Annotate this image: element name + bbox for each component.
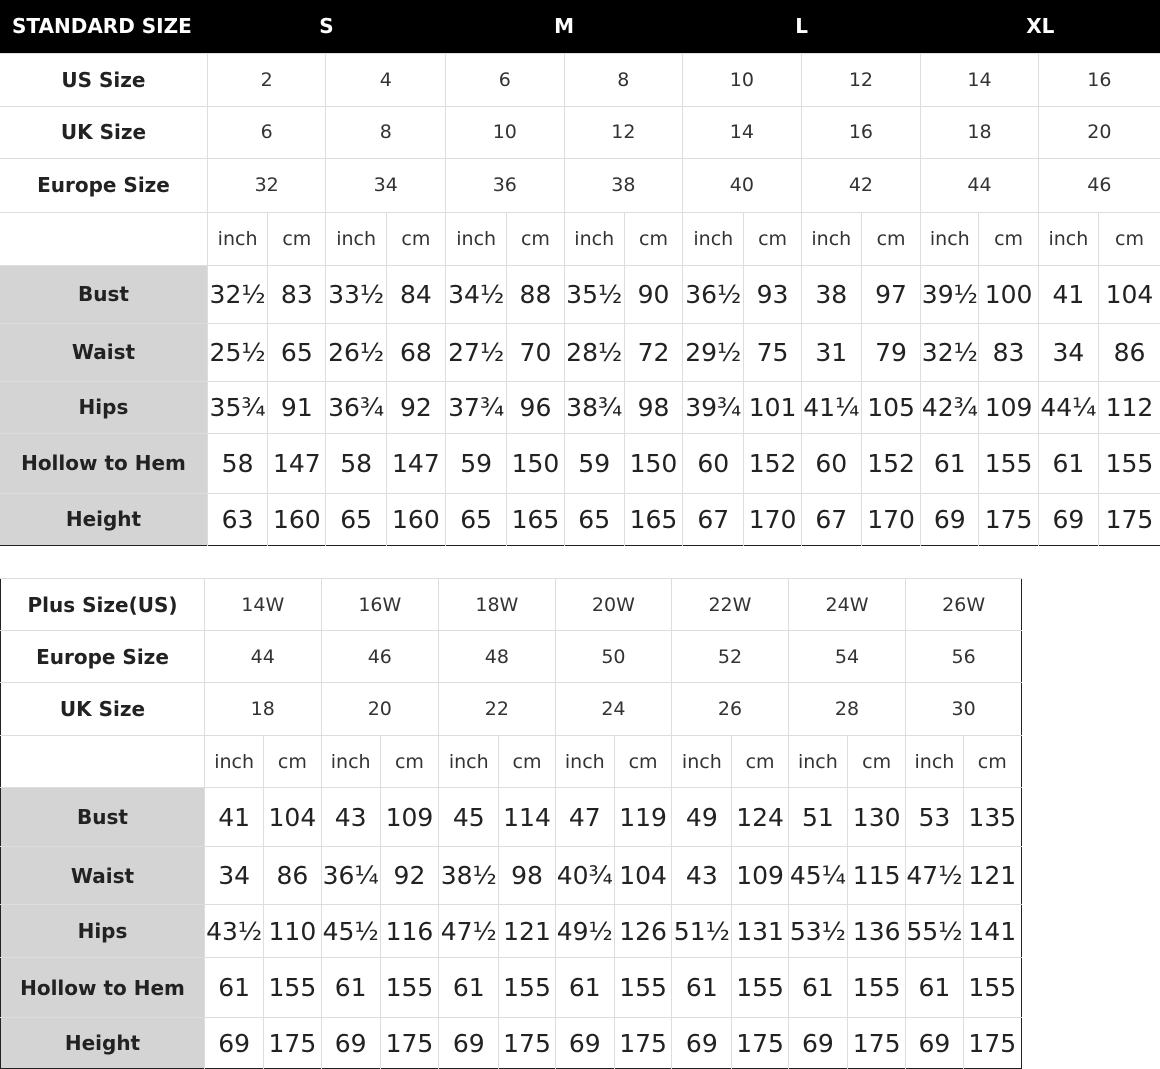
measurement-value: 105 [861, 381, 920, 433]
measurement-value: 61 [1038, 433, 1098, 493]
measurement-value: 109 [979, 381, 1038, 433]
size-group-m: M [446, 0, 683, 53]
measurement-value: 69 [906, 1018, 963, 1069]
size-cell: 42 [801, 158, 921, 212]
measurement-row [0, 323, 1160, 381]
measurement-value: 72 [624, 323, 682, 381]
measurement-label: Waist [0, 323, 207, 381]
unit-inch: inch [321, 736, 380, 788]
measurement-value: 36¾ [326, 381, 386, 433]
size-cell: 52 [672, 631, 789, 683]
unit-inch: inch [683, 212, 744, 265]
row-label: Europe Size [0, 158, 207, 212]
size-group-l: L [683, 0, 921, 53]
measurement-value: 135 [963, 788, 1021, 847]
size-cell: 18 [921, 106, 1039, 158]
measurement-value: 29½ [683, 323, 744, 381]
measurement-value: 27½ [446, 323, 507, 381]
measurement-value: 32½ [207, 265, 267, 323]
measurement-value: 61 [921, 433, 979, 493]
size-row [1, 579, 1022, 631]
measurement-label: Waist [1, 847, 205, 905]
unit-inch: inch [207, 212, 267, 265]
measurement-value: 32½ [921, 323, 979, 381]
size-cell: 14 [921, 53, 1039, 106]
measurement-label: Bust [0, 265, 207, 323]
measurement-value: 101 [744, 381, 801, 433]
size-cell: 8 [326, 106, 446, 158]
measurement-value: 35¾ [207, 381, 267, 433]
measurement-value: 61 [321, 958, 380, 1018]
measurement-value: 175 [848, 1018, 906, 1069]
measurement-value: 36½ [683, 265, 744, 323]
measurement-value: 38 [801, 265, 861, 323]
measurement-value: 119 [614, 788, 671, 847]
measurement-value: 34 [204, 847, 263, 905]
size-row [1, 683, 1022, 736]
measurement-value: 115 [848, 847, 906, 905]
measurement-value: 109 [732, 847, 788, 905]
unit-cm: cm [499, 736, 555, 788]
size-cell: 6 [446, 53, 565, 106]
measurement-value: 43 [672, 847, 732, 905]
size-cell: 44 [921, 158, 1039, 212]
measurement-value: 175 [614, 1018, 671, 1069]
row-label: UK Size [0, 106, 207, 158]
measurement-label: Hips [0, 381, 207, 433]
measurement-value: 37¾ [446, 381, 507, 433]
measurement-value: 165 [507, 493, 564, 545]
measurement-value: 147 [386, 433, 445, 493]
unit-inch: inch [564, 212, 624, 265]
size-cell: 4 [326, 53, 446, 106]
measurement-value: 83 [979, 323, 1038, 381]
measurement-value: 155 [979, 433, 1038, 493]
measurement-value: 59 [446, 433, 507, 493]
measurement-value: 65 [268, 323, 326, 381]
measurement-value: 165 [624, 493, 682, 545]
size-cell: 36 [446, 158, 565, 212]
measurement-value: 150 [507, 433, 564, 493]
measurement-value: 38¾ [564, 381, 624, 433]
measurement-value: 104 [1098, 265, 1160, 323]
measurement-row [1, 905, 1022, 958]
size-cell: 10 [683, 53, 802, 106]
size-cell: 28 [788, 683, 906, 736]
unit-cm: cm [264, 736, 321, 788]
measurement-value: 51 [788, 788, 847, 847]
measurement-value: 25½ [207, 323, 267, 381]
size-cell: 26 [672, 683, 789, 736]
measurement-value: 58 [326, 433, 386, 493]
measurement-value: 88 [507, 265, 564, 323]
measurement-value: 150 [624, 433, 682, 493]
measurement-value: 43 [321, 788, 380, 847]
measurement-row [0, 381, 1160, 433]
measurement-value: 152 [744, 433, 801, 493]
measurement-value: 69 [1038, 493, 1098, 545]
measurement-value: 45½ [321, 905, 380, 958]
measurement-value: 58 [207, 433, 267, 493]
size-cell: 26W [906, 579, 1022, 631]
measurement-value: 155 [499, 958, 555, 1018]
measurement-value: 49½ [555, 905, 614, 958]
measurement-value: 155 [614, 958, 671, 1018]
measurement-value: 98 [624, 381, 682, 433]
unit-inch: inch [788, 736, 847, 788]
size-cell: 16W [321, 579, 439, 631]
measurement-label: Hollow to Hem [0, 433, 207, 493]
measurement-value: 43½ [204, 905, 263, 958]
size-cell: 50 [555, 631, 672, 683]
measurement-value: 155 [380, 958, 438, 1018]
measurement-value: 59 [564, 433, 624, 493]
measurement-value: 51½ [672, 905, 732, 958]
measurement-value: 69 [204, 1018, 263, 1069]
measurement-value: 155 [1098, 433, 1160, 493]
measurement-value: 114 [499, 788, 555, 847]
measurement-value: 68 [386, 323, 445, 381]
measurement-value: 65 [446, 493, 507, 545]
measurement-value: 112 [1098, 381, 1160, 433]
measurement-value: 155 [848, 958, 906, 1018]
measurement-value: 79 [861, 323, 920, 381]
unit-inch: inch [906, 736, 963, 788]
unit-inch: inch [446, 212, 507, 265]
measurement-value: 160 [268, 493, 326, 545]
measurement-value: 96 [507, 381, 564, 433]
measurement-value: 60 [683, 433, 744, 493]
measurement-value: 61 [788, 958, 847, 1018]
measurement-row [1, 958, 1022, 1018]
size-cell: 14 [683, 106, 802, 158]
measurement-value: 121 [499, 905, 555, 958]
measurement-value: 141 [963, 905, 1021, 958]
size-cell: 48 [439, 631, 556, 683]
unit-inch: inch [672, 736, 732, 788]
size-cell: 46 [321, 631, 439, 683]
size-cell: 14W [204, 579, 321, 631]
measurement-row [1, 1018, 1022, 1069]
measurement-value: 65 [326, 493, 386, 545]
unit-inch: inch [1038, 212, 1098, 265]
measurement-value: 34 [1038, 323, 1098, 381]
unit-cm: cm [386, 212, 445, 265]
measurement-value: 63 [207, 493, 267, 545]
measurement-value: 53½ [788, 905, 847, 958]
measurement-value: 130 [848, 788, 906, 847]
unit-cm: cm [732, 736, 788, 788]
measurement-value: 34½ [446, 265, 507, 323]
size-cell: 30 [906, 683, 1022, 736]
unit-cm: cm [861, 212, 920, 265]
measurement-value: 69 [321, 1018, 380, 1069]
measurement-value: 33½ [326, 265, 386, 323]
row-label: UK Size [1, 683, 205, 736]
size-row [0, 106, 1160, 158]
measurement-value: 35½ [564, 265, 624, 323]
measurement-value: 110 [264, 905, 321, 958]
measurement-value: 69 [921, 493, 979, 545]
measurement-value: 116 [380, 905, 438, 958]
measurement-label: Hips [1, 905, 205, 958]
measurement-value: 39½ [921, 265, 979, 323]
measurement-value: 69 [788, 1018, 847, 1069]
header-label: STANDARD SIZE [0, 0, 207, 53]
unit-cm: cm [614, 736, 671, 788]
measurement-value: 175 [1098, 493, 1160, 545]
unit-inch: inch [439, 736, 499, 788]
size-cell: 54 [788, 631, 906, 683]
measurement-value: 28½ [564, 323, 624, 381]
measurement-value: 109 [380, 788, 438, 847]
measurement-value: 31 [801, 323, 861, 381]
measurement-value: 90 [624, 265, 682, 323]
measurement-value: 131 [732, 905, 788, 958]
size-cell: 2 [207, 53, 326, 106]
measurement-value: 175 [963, 1018, 1021, 1069]
unit-inch: inch [555, 736, 614, 788]
measurement-value: 98 [499, 847, 555, 905]
measurement-value: 53 [906, 788, 963, 847]
measurement-row [0, 265, 1160, 323]
size-group-xl: XL [921, 0, 1160, 53]
measurement-value: 47½ [439, 905, 499, 958]
size-row [1, 631, 1022, 683]
measurement-value: 104 [614, 847, 671, 905]
size-cell: 38 [564, 158, 683, 212]
units-row [0, 212, 1160, 265]
measurement-value: 41¼ [801, 381, 861, 433]
measurement-label: Height [0, 493, 207, 545]
measurement-value: 67 [801, 493, 861, 545]
size-cell: 10 [446, 106, 565, 158]
size-cell: 44 [204, 631, 321, 683]
measurement-value: 93 [744, 265, 801, 323]
measurement-value: 92 [386, 381, 445, 433]
size-cell: 6 [207, 106, 326, 158]
size-cell: 46 [1038, 158, 1160, 212]
unit-cm: cm [380, 736, 438, 788]
size-cell: 8 [564, 53, 683, 106]
measurement-value: 69 [439, 1018, 499, 1069]
measurement-value: 175 [264, 1018, 321, 1069]
measurement-row [1, 788, 1022, 847]
measurement-value: 91 [268, 381, 326, 433]
measurement-value: 75 [744, 323, 801, 381]
measurement-value: 61 [672, 958, 732, 1018]
measurement-row [0, 493, 1160, 545]
measurement-row [0, 433, 1160, 493]
measurement-value: 170 [744, 493, 801, 545]
measurement-value: 47½ [906, 847, 963, 905]
measurement-label: Height [1, 1018, 205, 1069]
measurement-value: 175 [380, 1018, 438, 1069]
unit-cm: cm [963, 736, 1021, 788]
measurement-value: 86 [1098, 323, 1160, 381]
unit-cm: cm [744, 212, 801, 265]
unit-cm: cm [1098, 212, 1160, 265]
measurement-value: 40¾ [555, 847, 614, 905]
size-cell: 12 [801, 53, 921, 106]
units-row [1, 736, 1022, 788]
size-group-s: S [207, 0, 445, 53]
size-cell: 20 [321, 683, 439, 736]
measurement-value: 69 [672, 1018, 732, 1069]
measurement-value: 45¼ [788, 847, 847, 905]
size-cell: 56 [906, 631, 1022, 683]
measurement-value: 55½ [906, 905, 963, 958]
measurement-value: 39¾ [683, 381, 744, 433]
measurement-value: 65 [564, 493, 624, 545]
size-row [0, 53, 1160, 106]
measurement-value: 61 [555, 958, 614, 1018]
measurement-value: 86 [264, 847, 321, 905]
unit-inch: inch [801, 212, 861, 265]
size-cell: 24W [788, 579, 906, 631]
measurement-value: 38½ [439, 847, 499, 905]
size-cell: 40 [683, 158, 802, 212]
measurement-value: 152 [861, 433, 920, 493]
size-cell: 22 [439, 683, 556, 736]
measurement-value: 147 [268, 433, 326, 493]
unit-inch: inch [326, 212, 386, 265]
measurement-value: 84 [386, 265, 445, 323]
size-cell: 22W [672, 579, 789, 631]
measurement-value: 97 [861, 265, 920, 323]
measurement-value: 175 [732, 1018, 788, 1069]
measurement-value: 36¼ [321, 847, 380, 905]
measurement-value: 69 [555, 1018, 614, 1069]
measurement-label: Bust [1, 788, 205, 847]
measurement-value: 126 [614, 905, 671, 958]
units-row-label [1, 736, 205, 788]
measurement-value: 124 [732, 788, 788, 847]
measurement-value: 155 [963, 958, 1021, 1018]
size-cell: 16 [1038, 53, 1160, 106]
unit-cm: cm [848, 736, 906, 788]
size-cell: 32 [207, 158, 326, 212]
row-label: Plus Size(US) [1, 579, 205, 631]
measurement-label: Hollow to Hem [1, 958, 205, 1018]
size-cell: 20 [1038, 106, 1160, 158]
measurement-value: 41 [1038, 265, 1098, 323]
size-row [0, 158, 1160, 212]
measurement-value: 60 [801, 433, 861, 493]
unit-cm: cm [507, 212, 564, 265]
unit-cm: cm [268, 212, 326, 265]
measurement-value: 47 [555, 788, 614, 847]
measurement-row [1, 847, 1022, 905]
size-cell: 16 [801, 106, 921, 158]
measurement-value: 160 [386, 493, 445, 545]
unit-inch: inch [921, 212, 979, 265]
measurement-value: 26½ [326, 323, 386, 381]
row-label: Europe Size [1, 631, 205, 683]
unit-cm: cm [979, 212, 1038, 265]
measurement-value: 61 [204, 958, 263, 1018]
measurement-value: 83 [268, 265, 326, 323]
measurement-value: 61 [906, 958, 963, 1018]
measurement-value: 175 [499, 1018, 555, 1069]
measurement-value: 45 [439, 788, 499, 847]
measurement-value: 49 [672, 788, 732, 847]
row-label: US Size [0, 53, 207, 106]
header-row [0, 0, 1160, 53]
size-cell: 18W [439, 579, 556, 631]
measurement-value: 92 [380, 847, 438, 905]
measurement-value: 44¼ [1038, 381, 1098, 433]
size-cell: 12 [564, 106, 683, 158]
measurement-value: 104 [264, 788, 321, 847]
measurement-value: 67 [683, 493, 744, 545]
measurement-value: 121 [963, 847, 1021, 905]
size-cell: 24 [555, 683, 672, 736]
measurement-value: 175 [979, 493, 1038, 545]
units-row-label [0, 212, 207, 265]
measurement-value: 41 [204, 788, 263, 847]
plus-size-table [0, 578, 1022, 1069]
measurement-value: 155 [264, 958, 321, 1018]
measurement-value: 100 [979, 265, 1038, 323]
measurement-value: 61 [439, 958, 499, 1018]
size-cell: 18 [204, 683, 321, 736]
size-cell: 34 [326, 158, 446, 212]
measurement-value: 155 [732, 958, 788, 1018]
size-cell: 20W [555, 579, 672, 631]
measurement-value: 136 [848, 905, 906, 958]
measurement-value: 42¾ [921, 381, 979, 433]
unit-inch: inch [204, 736, 263, 788]
measurement-value: 170 [861, 493, 920, 545]
measurement-value: 70 [507, 323, 564, 381]
unit-cm: cm [624, 212, 682, 265]
